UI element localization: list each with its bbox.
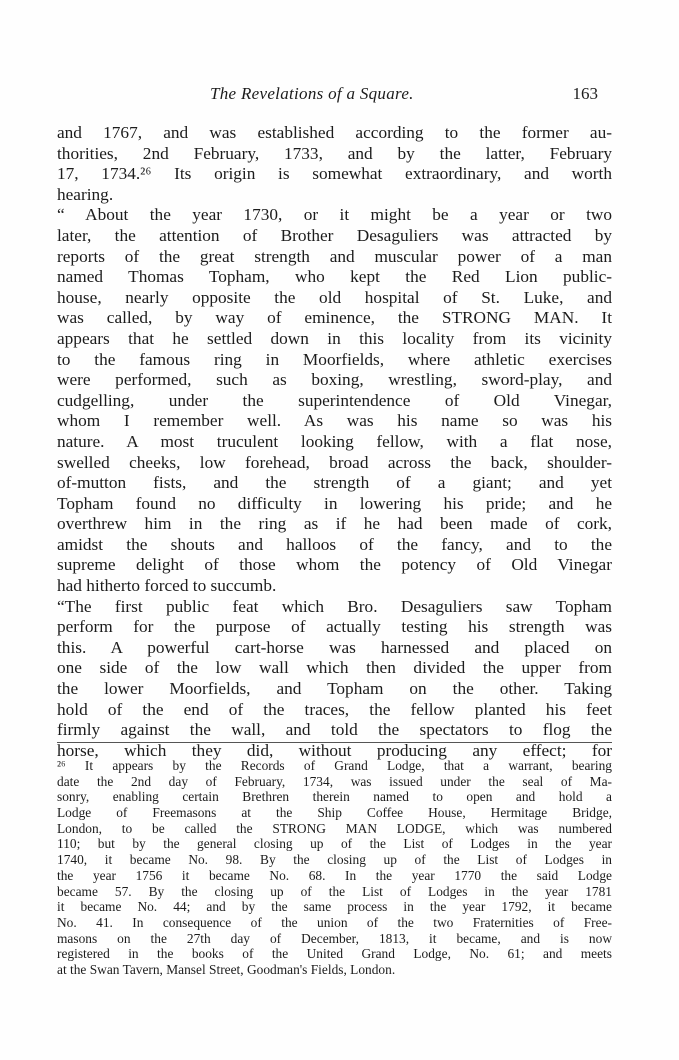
body-line: supreme delight of those whom the potency of Old Vinegar [57, 555, 612, 575]
footnote-line: No. 41. In consequence of the union of the two Fraternities of Free- [57, 914, 612, 930]
body-line: appears that he settled down in this locality from its vicinity [57, 328, 612, 348]
body-line: hearing. [57, 184, 114, 204]
footnote-line: ²⁶ It appears by the Records of Grand Lodge, that a warrant, bearing [57, 758, 612, 773]
body-line: swelled cheeks, low forehead, broad across the back, shoulder- [57, 452, 612, 472]
body-line: perform for the purpose of actually testing his strength was [57, 617, 612, 637]
body-line: reports of the great strength and muscular power of a man [57, 246, 612, 266]
body-line: cudgelling, under the superintendence of Old Vinegar, [57, 390, 612, 410]
body-line: one side of the low wall which then divided the upper from [57, 658, 612, 678]
body-line: hold of the end of the traces, the fellow planted his feet [57, 699, 612, 719]
body-line: this. A powerful cart-horse was harnessed and placed on [57, 637, 612, 657]
body-line: firmly against the wall, and told the spectators to flog the [57, 720, 612, 740]
footnote-line: sonry, enabling certain Brethren therein named to open and hold a [57, 789, 612, 805]
body-line: amidst the shouts and halloos of the fancy, and to the [57, 534, 612, 554]
footnote-line: Lodge of Freemasons at the Ship Coffee House, Hermitage Bridge, [57, 805, 612, 821]
body-line: Topham found no difficulty in lowering his pride; and he [57, 493, 612, 513]
footnote-line: the year 1756 it became No. 68. In the year 1770 the said Lodge [57, 867, 612, 883]
body-line: nature. A most truculent looking fellow, with a flat nose, [57, 431, 612, 451]
body-line: to the famous ring in Moorfields, where athletic exercises [57, 349, 612, 369]
footnote-line: registered in the books of the United Grand Lodge, No. 61; and meets [57, 946, 612, 962]
footnote-line: masons on the 27th day of December, 1813, it became, and is now [57, 930, 612, 946]
footnote-rule [57, 742, 612, 743]
body-line: was called, by way of eminence, the STRONG MAN. It [57, 308, 612, 328]
footnote [57, 758, 612, 978]
body-line: house, nearly opposite the old hospital of St. Luke, and [57, 287, 612, 307]
footnote-line: at the Swan Tavern, Mansel Street, Goodman's Fields, London. [57, 961, 396, 977]
footnote-line: London, to be called the STRONG MAN LODGE, which was numbered [57, 820, 612, 836]
body-line: “ About the year 1730, or it might be a year or two [57, 205, 612, 225]
footnote-line: it became No. 44; and by the same process in the year 1792, it became [57, 899, 612, 915]
body-line: thorities, 2nd February, 1733, and by the latter, February [57, 143, 612, 163]
running-head [40, 84, 640, 108]
footnote-line: 110; but by the general closing up of the List of Lodges in the year [57, 836, 612, 852]
body-line: “The first public feat which Bro. Desaguliers saw Topham [57, 596, 612, 616]
page-number: 163 [572, 84, 598, 103]
footnote-line: became 57. By the closing up of the List of Lodges in the year 1781 [57, 883, 612, 899]
body-line: overthrew him in the ring as if he had been made of cork, [57, 514, 612, 534]
body-text [57, 123, 612, 761]
footnote-line: 1740, it became No. 98. By the closing up of the List of Lodges in [57, 852, 612, 868]
body-line: and 1767, and was established according to the former au- [57, 123, 612, 142]
body-line: had hitherto forced to succumb. [57, 576, 277, 596]
body-line: named Thomas Topham, who kept the Red Lion public- [57, 267, 612, 287]
body-line: horse, which they did, without producing any effect; for [57, 740, 612, 760]
running-head-title: The Revelations of a Square. [210, 84, 414, 103]
body-line: later, the attention of Brother Desaguliers was attracted by [57, 225, 612, 245]
body-line: of-mutton fists, and the strength of a giant; and yet [57, 473, 612, 493]
body-line: 17, 1734.²⁶ Its origin is somewhat extraordinary, and worth [57, 164, 612, 184]
footnote-line: date the 2nd day of February, 1734, was issued under the seal of Ma- [57, 773, 612, 789]
body-line: whom I remember well. As was his name so was his [57, 411, 612, 431]
body-line: were performed, such as boxing, wrestling, sword-play, and [57, 370, 612, 390]
body-line: the lower Moorfields, and Topham on the other. Taking [57, 679, 612, 699]
